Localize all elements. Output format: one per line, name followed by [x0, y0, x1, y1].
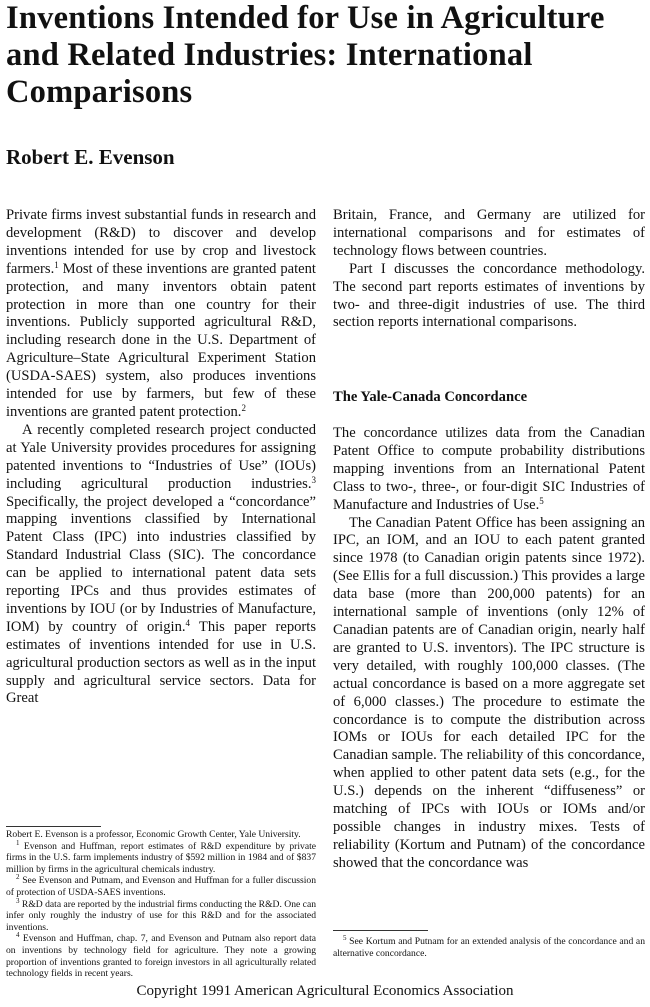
paragraph-outline: Part I discusses the concordance methodology. The second part reports estimates of inventions by two- and three-digit industries of use. The third section reports international comparisons.	[333, 260, 645, 331]
footnote-mark: 3	[16, 896, 20, 905]
footnote-mark: 2	[16, 873, 20, 882]
footnote-4	[6, 933, 316, 979]
right-column-section	[333, 425, 645, 873]
text-run: A recently completed research project conducted at Yale University provides procedures for assigning patented inventions to “Industries of Use” (IOUs) including agricultural production industries.	[6, 421, 316, 492]
copyright-notice: Copyright 1991 American Agricultural Economics Association	[136, 983, 514, 999]
footnote-3	[6, 896, 316, 934]
footnote-2	[6, 875, 316, 898]
footnote-mark: 4	[16, 931, 20, 940]
footnote-ref-4: 4	[185, 617, 191, 628]
text-run: The concordance utilizes data from the Canadian Patent Office to compute probability distributions mapping inventions from an International Patent Class to two-, three-, or four-digit SIC Industries of Manufacture and Industries of Use.	[333, 425, 645, 513]
right-column-top	[333, 207, 645, 332]
footnote-text: See Kortum and Putnam for an extended analysis of the concordance and an alternative concordance.	[333, 936, 645, 959]
footnote-ref-2: 2	[241, 402, 246, 413]
text-run: Most of these inventions are granted patent protection, and many inventors obtain patent protection in more than one country for their inventions. Publicly supported agricultural R&D, including research done in the U.S. Department of Agriculture–State Agricultural Experiment Station (USDA-SAES) system, also produces inventions intended for use by farmers, but few of these inventions are granted patent protection.	[6, 260, 316, 420]
author-name: Robert E. Evenson	[6, 145, 175, 169]
article-title: Inventions Intended for Use in Agriculture and Related Industries: International Comparisons	[6, 0, 605, 110]
paragraph-yale-project	[6, 422, 316, 709]
footnote-text: See Evenson and Putnam, and Evenson and Huffman for a fuller discussion of protection of USDA-SAES inventions.	[6, 875, 316, 898]
paragraph-canadian-office: The Canadian Patent Office has been assigning an IPC, an IOM, and an IOU to each patent granted since 1978 (to Canadian origin patents since 1972). (See Ellis for a full discussion.) This provides a large data base (more than 200,000 patents) for an international sample of inventions (only 12% of Canadian patents are of Canadian origin, nearly half are granted to U.S. inventors). The IPC structure is very detailed, with roughly 100,000 classes. (The actual concordance is based on a more aggregate set of 6,000 classes.) The procedure to estimate the concordance is to compute the distribution across IOMs or IOUs for each detailed IPC for the Canadian sample. The reliability of this concordance, when applied to other patent data sets (e.g., for the U.S.) depends on the inherent “diffuseness” or matching of IPCs with IOUs or IOMs and/or possible changes in industry mixes. Tests of reliability (Kortum and Putnam) of the concordance showed that the concordance was	[333, 514, 645, 871]
footnote-ref-1: 1	[54, 259, 59, 270]
text-run: Private firms invest substantial funds in research and development (R&D) to discover and develop inventions intended for use by crop and livestock farmers.	[6, 207, 316, 277]
footnote-mark: 1	[16, 838, 20, 847]
footnote-divider	[6, 826, 101, 827]
text-run: This paper reports estimates of inventions intended for use in U.S. agricultural production sectors as well as in the input supply and agricultural service sectors. Data for Great	[6, 618, 317, 707]
author-affiliation: Robert E. Evenson is a professor, Economic Growth Center, Yale University.	[6, 829, 301, 840]
footnote-mark: 5	[343, 934, 347, 942]
footnote-divider	[333, 930, 428, 931]
footnote-5	[333, 936, 645, 959]
paragraph-intro	[6, 207, 316, 422]
footnote-ref-5: 5	[539, 495, 544, 506]
footnote-text: R&D data are reported by the industrial firms conducting the R&D. One can infer only roughly the industry of use for this R&D and for the associated inventions.	[6, 898, 316, 933]
footnote-ref-3: 3	[311, 474, 316, 485]
text-run: Specifically, the project developed a “concordance” mapping inventions classified by International Patent Class (IPC) into industries classified by Standard Industrial Class (SIC). The concordance can be applied to international patent data sets reporting IPCs and thus provides estimates of inventions by IOU (or by Industries of Manufacture, IOM) by country of origin.	[6, 493, 316, 635]
footnotes-right	[333, 936, 645, 959]
footnote-1	[6, 838, 316, 876]
paragraph-continuation: Britain, France, and Germany are utilized for international comparisons and for estimates of technology flows between countries.	[333, 207, 645, 259]
footnote-text: Evenson and Huffman, chap. 7, and Evenson and Putnam also report data on inventions by technology field for agriculture. They note a growing proportion of inventions granted to foreign investors in all agriculturally related technology fields in recent years.	[6, 933, 316, 980]
left-column	[6, 207, 316, 708]
footnote-text: Evenson and Huffman, report estimates of R&D expenditure by private firms in the U.S. farm implements industry of $592 million in 1984 and of $837 million by firms in the agricultural chemicals industry.	[6, 840, 316, 875]
section-heading: The Yale-Canada Concordance	[333, 389, 528, 405]
paragraph-concordance	[333, 425, 645, 515]
footnotes-left	[6, 829, 316, 980]
